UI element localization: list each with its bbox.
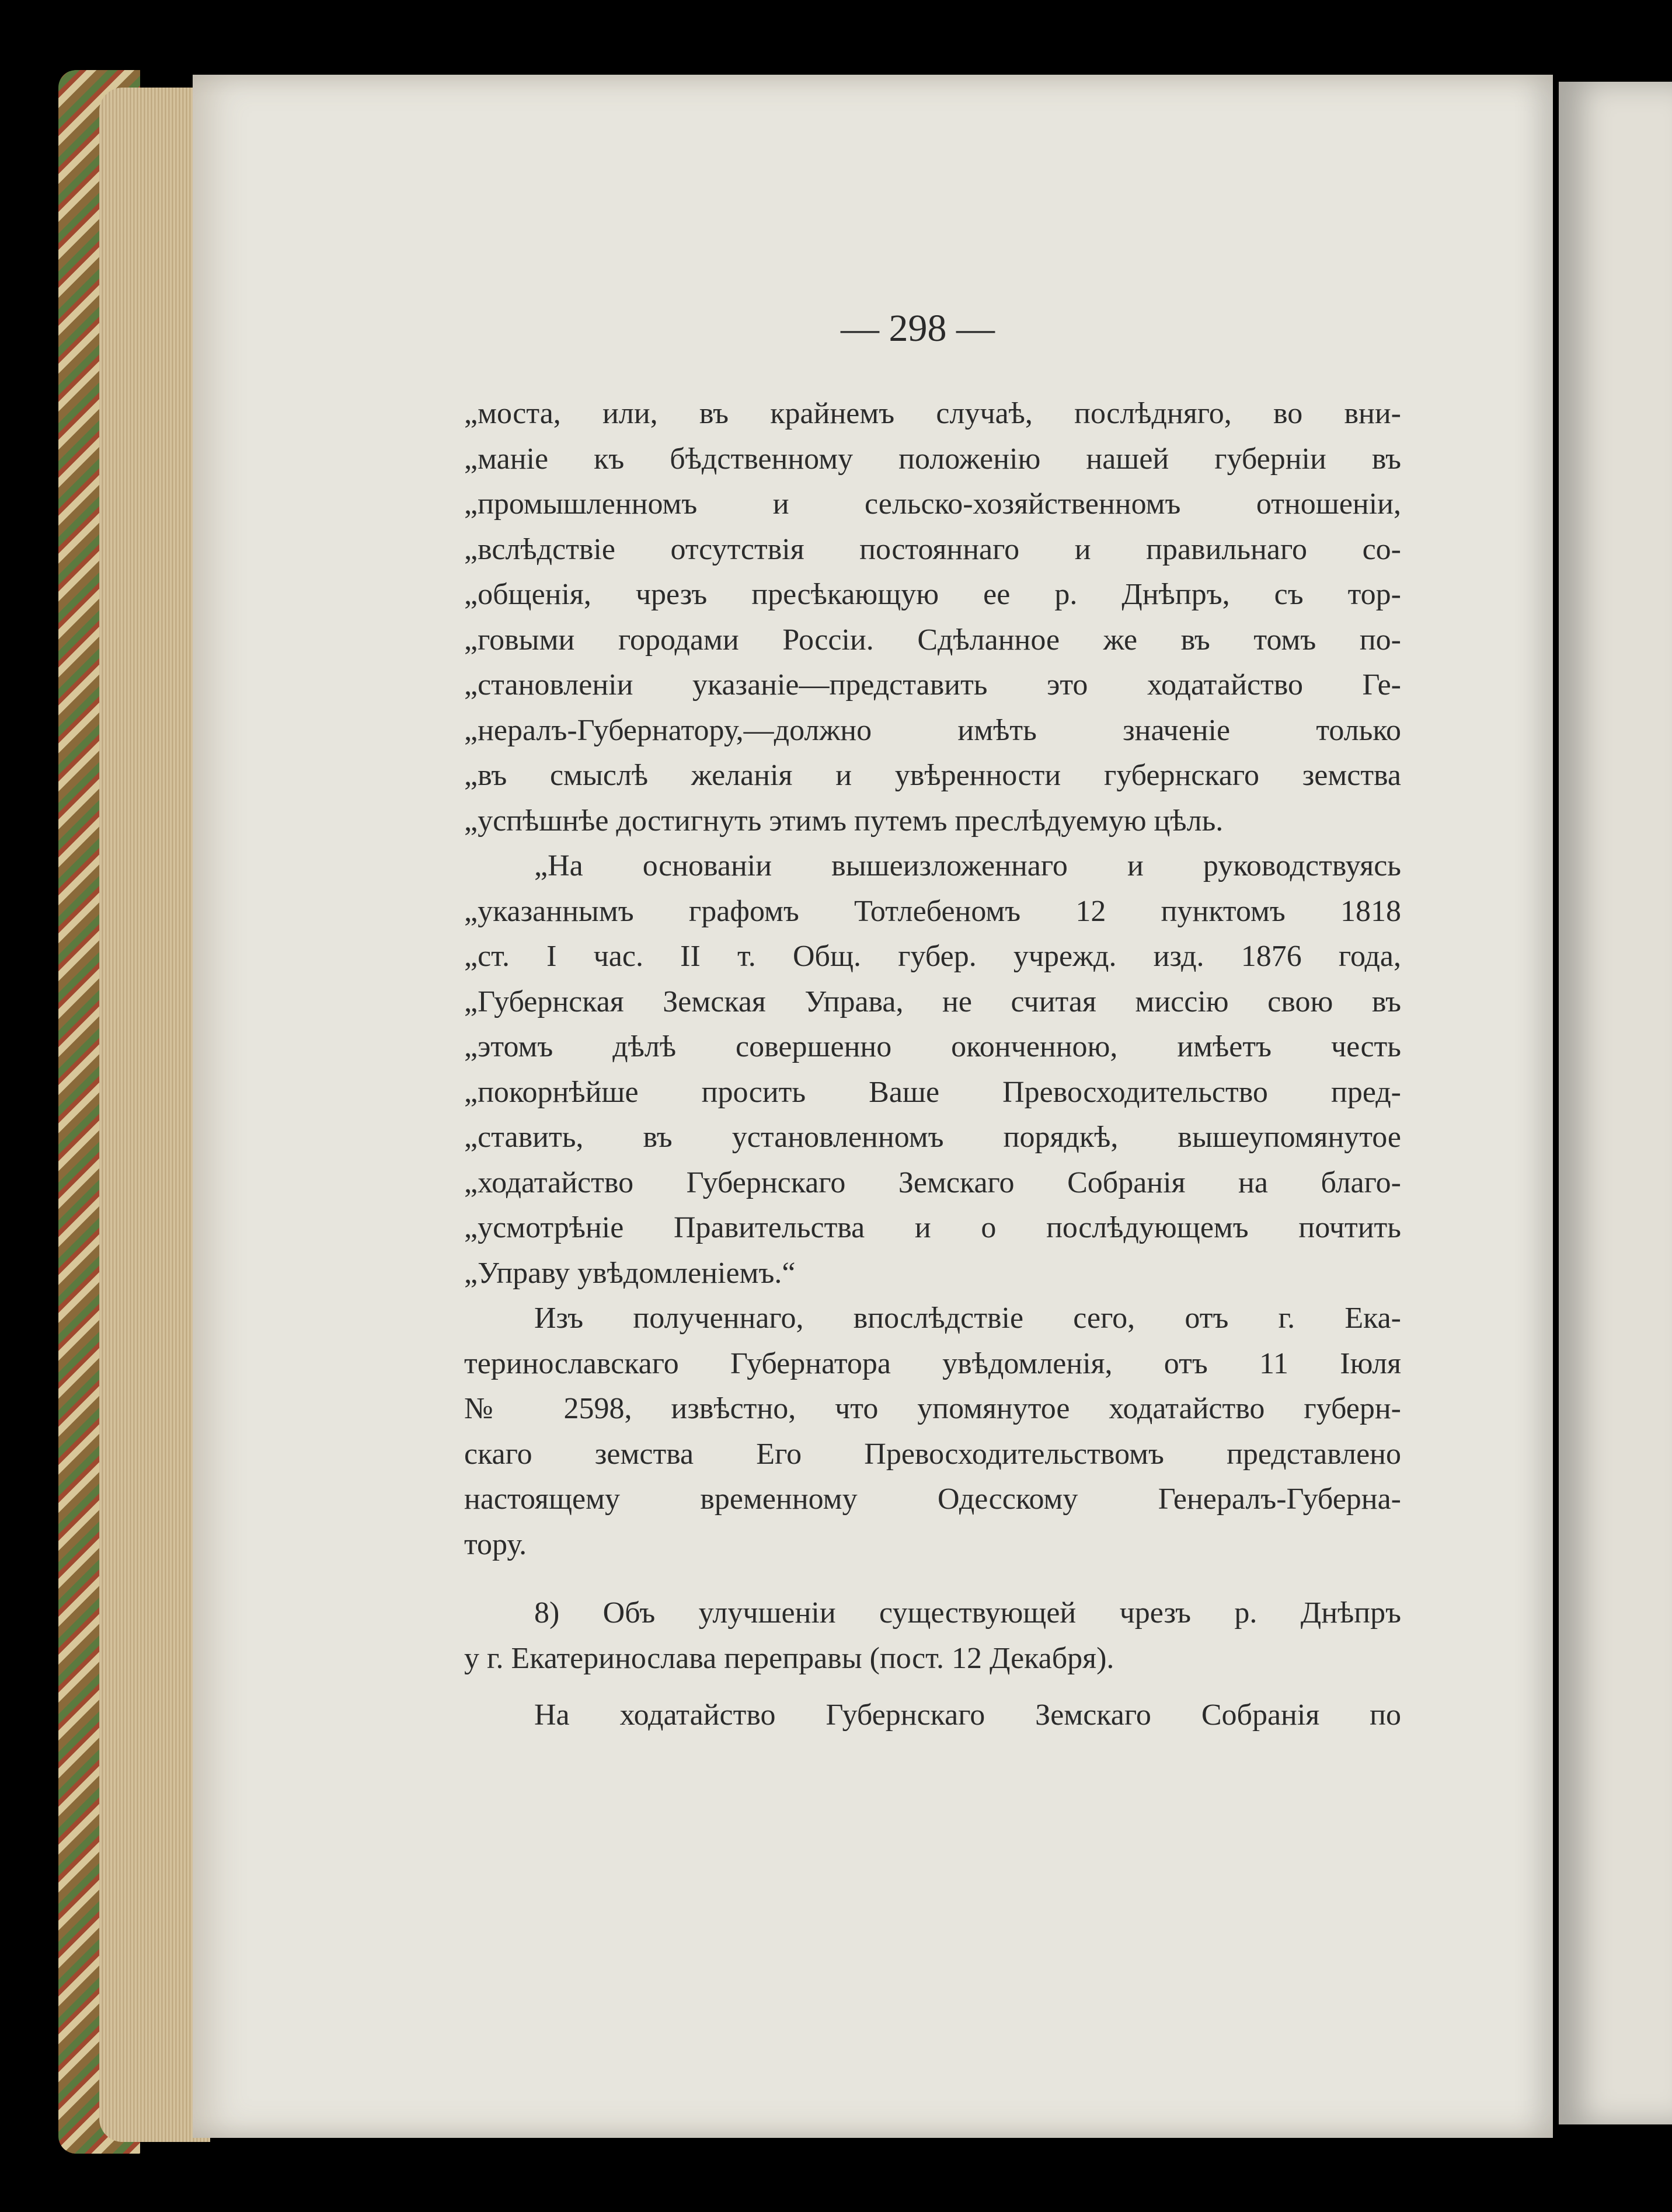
- text-line: На ходатайство Губернскаго Земскаго Собранія по: [534, 1698, 1401, 1732]
- paragraph-item-8-start: [464, 1693, 1401, 1738]
- text-line: Изъ полученнаго, впослѣдствіе сего, отъ г. Ека-: [534, 1302, 1401, 1335]
- text-line: № 2598, извѣстно, что упомянутое ходатайство губерн-: [464, 1392, 1401, 1425]
- text-line: „говыми городами Россіи. Сдѣланное же въ томъ по-: [464, 623, 1401, 657]
- text-line: „ходатайство Губернскаго Земскаго Собранія на благо-: [464, 1166, 1401, 1199]
- text-line: „моста, или, въ крайнемъ случаѣ, послѣдняго, во вни-: [464, 397, 1401, 430]
- text-line: „указаннымъ графомъ Тотлебеномъ 12 пунктомъ 1818: [464, 894, 1401, 928]
- text-line: „Управу увѣдомленіемъ.“: [464, 1256, 796, 1290]
- text-line: скаго земства Его Превосходительствомъ представлено: [464, 1437, 1401, 1471]
- text-line: „покорнѣйше просить Ваше Превосходительство пред-: [464, 1075, 1401, 1109]
- facing-page-edge: [1559, 82, 1672, 2124]
- text-line: у г. Екатеринослава переправы (пост. 12 Декабря).: [464, 1641, 1114, 1675]
- section-gap: [464, 1567, 1401, 1590]
- paragraph-quoted-continuation: [464, 391, 1401, 843]
- text-line: „На основаніи вышеизложеннаго и руководствуясь: [534, 849, 1401, 882]
- paragraph-quoted-request: [464, 843, 1401, 1296]
- text-line: 8) Объ улучшеніи существующей чрезъ р. Днѣпръ: [534, 1596, 1401, 1630]
- text-line: „ставить, въ установленномъ порядкѣ, вышеупомянутое: [464, 1121, 1401, 1154]
- text-line: теринославскаго Губернатора увѣдомленія, отъ 11 Іюля: [464, 1346, 1401, 1380]
- text-line: „ст. I час. II т. Общ. губер. учрежд. изд. 1876 года,: [464, 940, 1401, 973]
- text-line: „маніе къ бѣдственному положенію нашей губерніи въ: [464, 442, 1401, 476]
- text-line: „усмотрѣніе Правительства и о послѣдующемъ почтить: [464, 1211, 1401, 1244]
- text-line: тору.: [464, 1527, 527, 1561]
- section-heading-item-8: [464, 1590, 1401, 1681]
- text-line: „Губернская Земская Управа, не считая миссію свою въ: [464, 985, 1401, 1018]
- text-line: „нералъ-Губернатору,—должно имѣть значеніе только: [464, 713, 1401, 747]
- paragraph-governor-notice: [464, 1296, 1401, 1567]
- text-line: „становленіи указаніе—представить это ходатайство Ге-: [464, 668, 1401, 702]
- text-line: „этомъ дѣлѣ совершенно оконченною, имѣетъ честь: [464, 1030, 1401, 1063]
- text-line: „вслѣдствіе отсутствія постояннаго и правильнаго со-: [464, 532, 1401, 566]
- page-text: [464, 391, 1401, 1738]
- page-number: — 298 —: [841, 307, 995, 350]
- text-line: „успѣшнѣе достигнуть этимъ путемъ преслѣдуемую цѣль.: [464, 804, 1224, 838]
- text-line: „общенія, чрезъ пресѣкающую ее р. Днѣпръ, съ тор-: [464, 578, 1401, 611]
- section-gap: [464, 1681, 1401, 1693]
- text-line: настоящему временному Одесскому Генералъ-Губерна-: [464, 1482, 1401, 1516]
- text-line: „въ смыслѣ желанія и увѣренности губернскаго земства: [464, 759, 1401, 792]
- text-line: „промышленномъ и сельско-хозяйственномъ отношеніи,: [464, 487, 1401, 521]
